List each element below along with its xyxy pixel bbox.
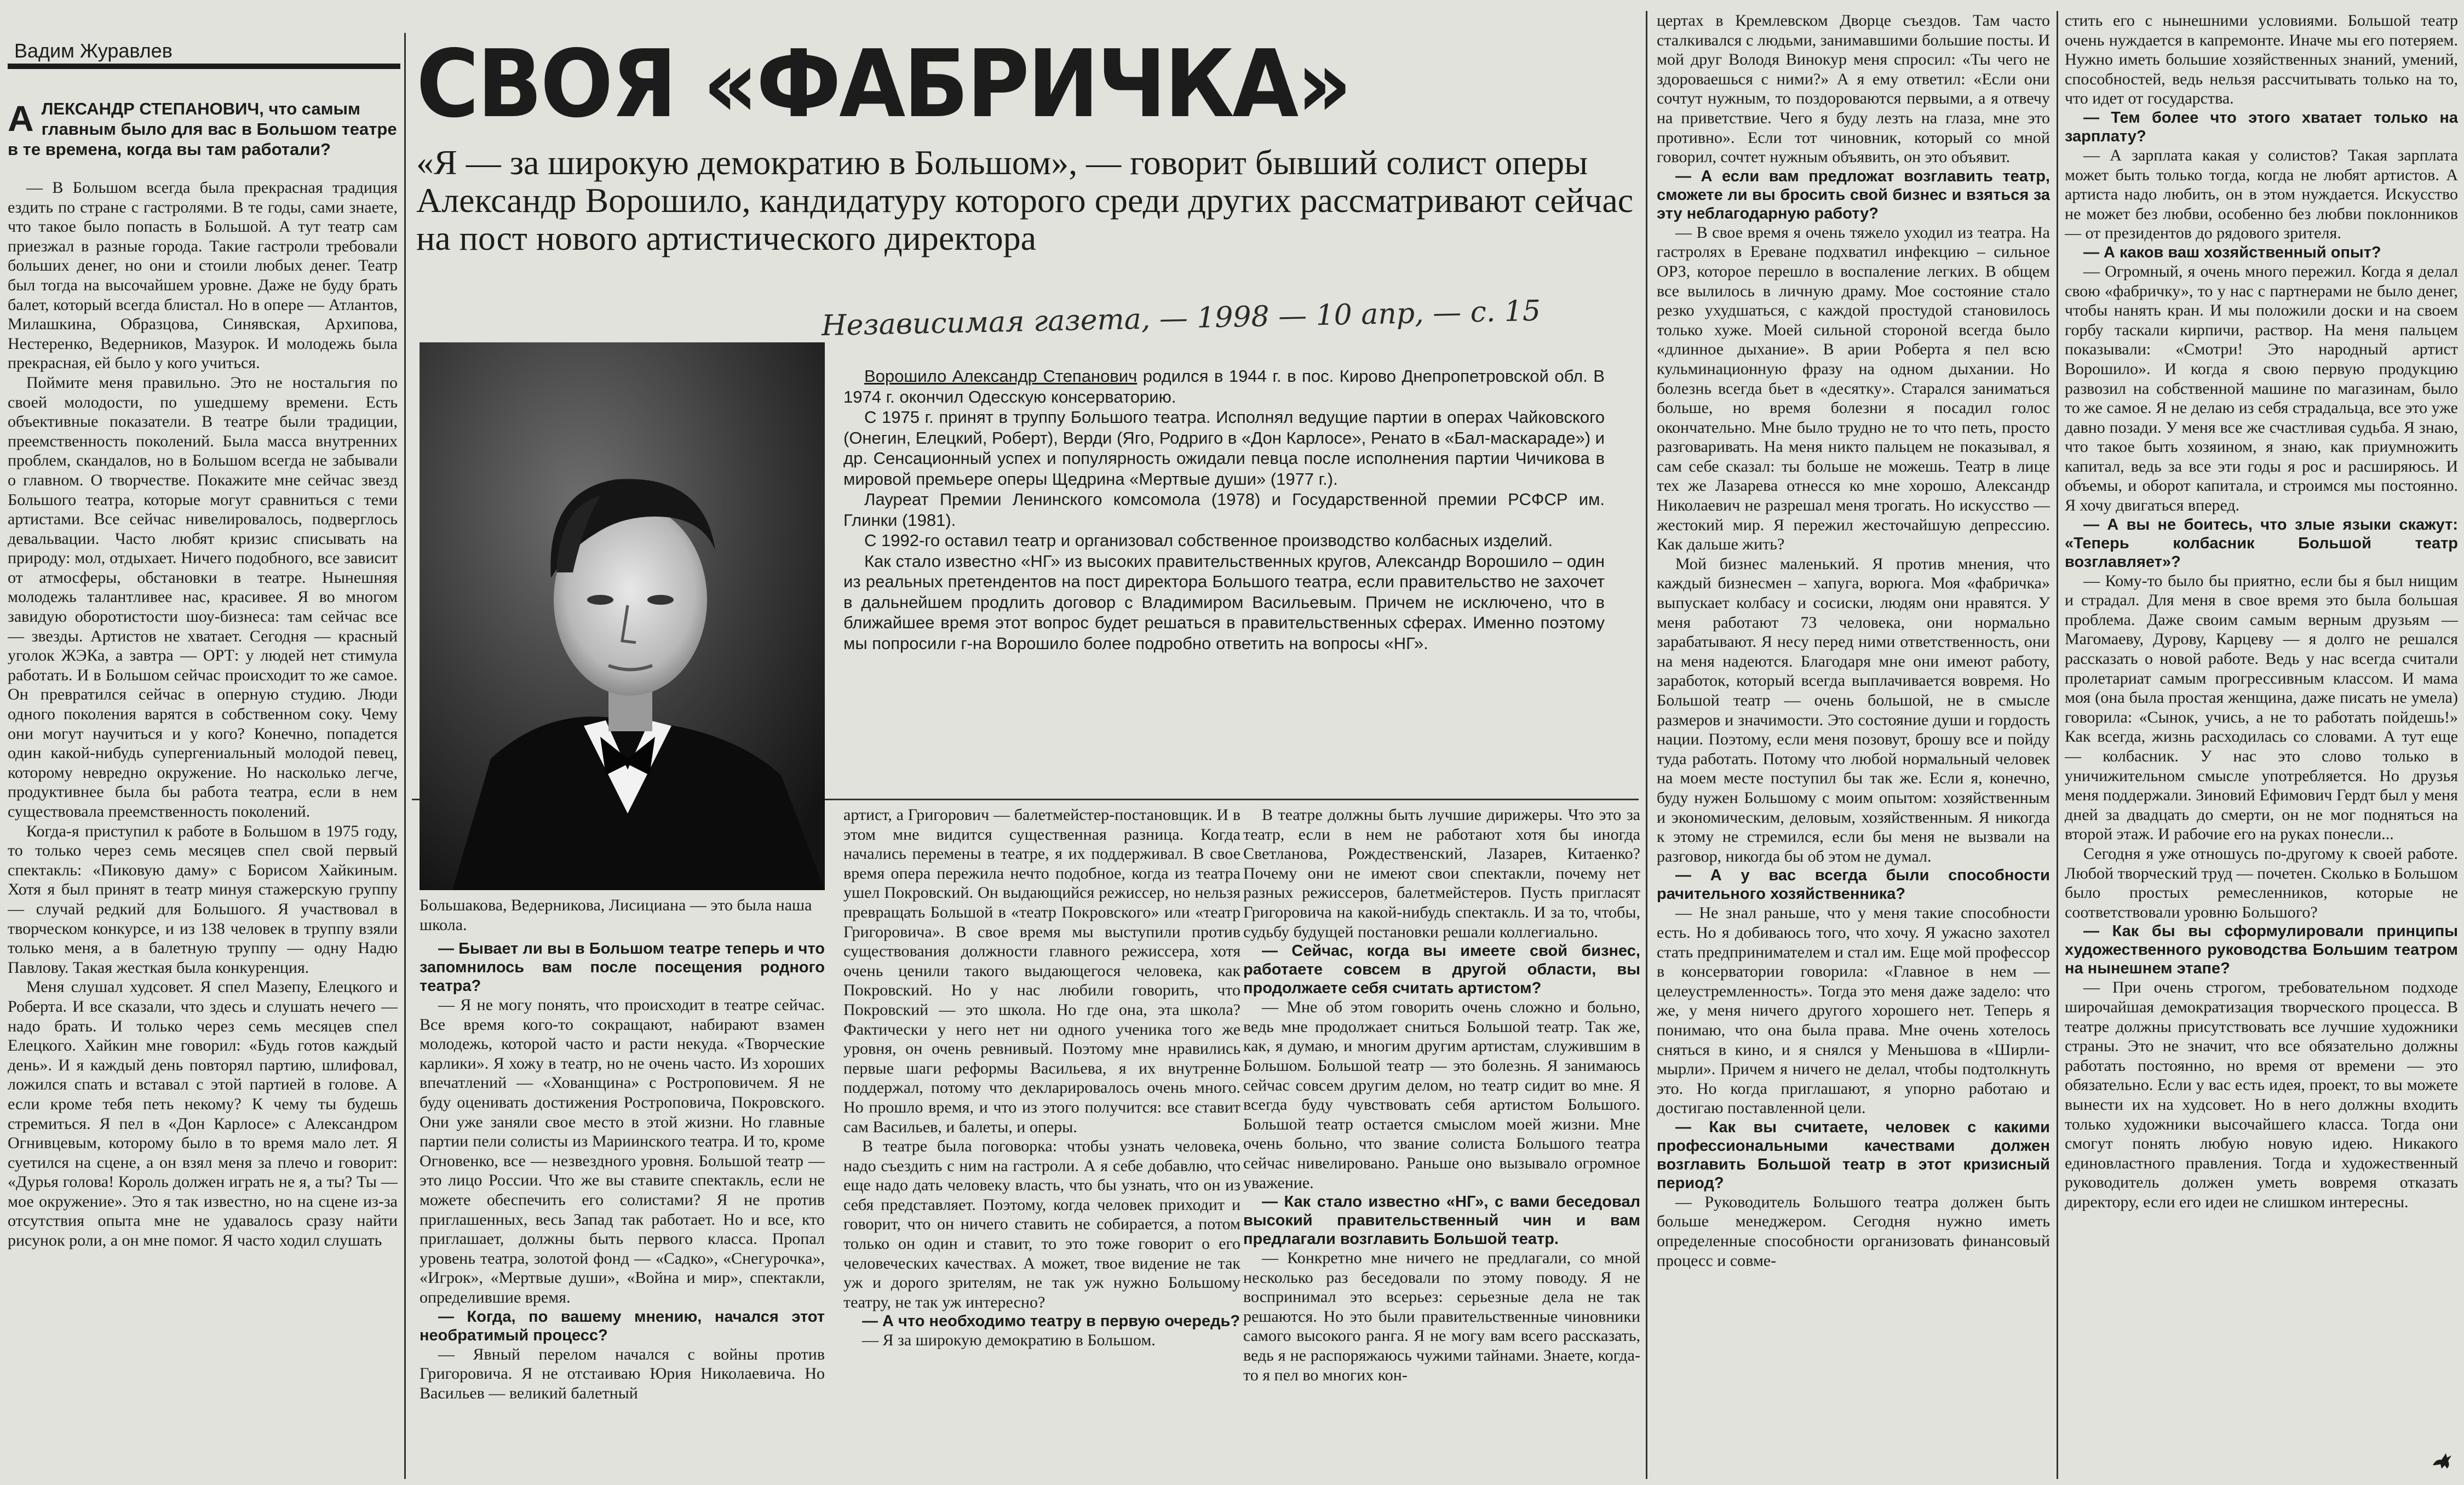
answer: Мой бизнес маленький. Я против мнения, что каждый бизнесмен – хапуга, ворюга. Моя «фабричка» выпускает колбасу и сосиски, людям они нравятся. У меня работают 73 человека, они нормально зарабатывают. Я несу перед ними ответственность, они на меня надеются. Благодаря мне они имеют работу, заработок, который всегда выплачивается вовремя. Но Большой театр — очень большой, не в смысле размеров и значимости. Это состояние души и гордость нации. Поэтому, если меня позовут, брошу все и пойду туда работать. Потому что любой нормальный человек на моем месте поступил бы так же. Если я, конечно, буду нужен Большому с моим опытом: хозяйственным и экономическим, деловым, хозяйственным. Я никогда к этому не стремился, если бы меня не вызвали на разговор, никогда бы об этом не думал. bbox=[1657, 554, 2050, 865]
question: — Как бы вы сформулировали принципы художественного руководства Большим театром на нынешнем этапе? bbox=[2065, 922, 2458, 978]
answer: — Кому-то было бы приятно, если бы я был нищим и страдал. Для меня в свое время это была большая проблема. Даже своим самым верным друзьям — Магомаеву, Дурову, Карцеву — я долго не решался рассказать о новой работе. Ведь у нас всегда считали пролетариат самым прогрессивным классом. И мама моя (она была простая женщина, даже писать не умела) говорила: «Сынок, учись, а не то работать пойдешь!» Как всегда, жизнь расходилась со словами. А тут еще — колбасник. У нас это слово только в уничижительном смысле употребляется. Но друзья меня поддержали. Зиновий Ефимович Гердт был у меня дней за двадцать до смерти, он не мог подняться на второй этаж. И рабочие его на руках понесли... bbox=[2065, 571, 2458, 844]
bio-paragraph: Лауреат Премии Ленинского комсомола (1978) и Государственной премии РСФСР им. Глинки (1981). bbox=[843, 490, 1605, 530]
question: — А у вас всегда были способности рачительного хозяйственника? bbox=[1657, 867, 2050, 903]
answer: — Не знал раньше, что у меня такие способности есть. Но я добиваюсь того, что хочу. Я ужасно захотел стать предпринимателем и стал им. Еще мой профессор в консерватории говорила: «Главное в нем — целеустремленность». Тогда это меня даже задело: что же, у меня ничего другого хорошего нет. Теперь я понимаю, что она была права. Мне очень хотелось сняться в кино, и я снялся у Меньшова в «Ширли-мырли». Причем я ничего не делал, чтобы подтолкнуть это. Но когда приглашают, я упорно работаю и достигаю поставленной цели. bbox=[1657, 904, 2050, 1117]
question: — Когда, по вашему мнению, начался этот необратимый процесс? bbox=[420, 1308, 825, 1344]
answer: — Конкретно мне ничего не предлагали, со мной несколько раз беседовали по этому поводу. Я не воспринимал это всерьез: серьезные дела не так решаются. Но это были правительственные чиновники самого высокого ранга. Я не могу вам всего рассказать, ведь я не распоряжаюсь чужими тайнами. Знаете, когда-то я пел во многих кон- bbox=[1243, 1249, 1640, 1384]
bio-paragraph: Как стало известно «НГ» из высоких правительственных кругов, Александр Ворошило – один из реальных претендентов на пост директора Большого театра, если правительство не захочет в дальнейшем продлить договор с Владимиром Васильевым. Причем не исключено, что в ближайшее время этот вопрос будет решаться в правительственных сферах. Именно поэтому мы попросили г-на Ворошило более подробно ответить на вопросы «НГ». bbox=[843, 551, 1605, 653]
paragraph: Меня слушал худсовет. Я спел Мазепу, Елецкого и Роберта. И все сказали, что здесь и слушать нечего — надо брать. И только через семь месяцев спел Елецкого. Хайкин мне говорил: «Будь готов каждый день». И я каждый день повторял партию, шлифовал, ложился спать и вставал с этой партией в голове. А если кроме тебя петь некому? К чему ты будешь стремиться. Я пел в «Дон Карлосе» с Александром Огнивцевым, которому было в то время мало лет. Я суетился на сцене, а он взял меня за плечо и говорит: «Дурья голова! Король должен играть не я, а ты? Ты — мое окружение». Это я так известно, но на сцене из-за отсутствия опыта мне не удавалось сразу найти рисунок роли, а он мне помог. Я часто ходил слушать bbox=[8, 978, 398, 1250]
answer: В театре должны быть лучшие дирижеры. Что это за театр, если в нем не работают хотя бы иногда Светланова, Рождественский, Лазарев, Китаенко? Почему они не имеют свои спектакли, почему нет разных режиссеров, балетмейстеров. Пусть пригласят Григоровича на какой-нибудь спектакль. И за то, чтобы, судьбу будущей постановки решали коллегиально. bbox=[1243, 806, 1640, 941]
question: — Тем более что этого хватает только на зарплату? bbox=[2065, 108, 2458, 145]
answer: — Я не могу понять, что происходит в театре сейчас. Все время кого-то сокращают, набирают взамен молодежь, которой часто и расти некуда. «Творческие карлики». Я хожу в театр, но не очень часто. Из хороших впечатлений — «Хованщина» с Ростроповичем. Я не буду оценивать достижения Ростроповича, Покровского. Они уже заняли свое место в этой жизни. Но главные партии пели солисты из Мариинского театра. И то, кроме Огновенко, все — незвездного уровня. Большой театр — это лицо России. Что же вы ставите спектакль, если не можете обеспечить его солистами? Я не против приглашенных, весь Запад так работает. Но и все, кто приглашает, должны быть первого класса. Пропал уровень театра, золотой фонд — «Садко», «Снегурочка», «Игрок», «Мертвые души», «Война и мир», спектакли, определившие время. bbox=[420, 996, 825, 1306]
answer: — А зарплата какая у солистов? Такая зарплата может быть только тогда, когда не любят артистов. А артиста надо любить, он в этом нуждается. Искусство не может без любви, особенно без любви поклонников — от президентов до рядового зрителя. bbox=[2065, 146, 2458, 243]
question: — Сейчас, когда вы имеете свой бизнес, работаете совсем в другой области, вы продолжаете себя считать артистом? bbox=[1243, 942, 1640, 997]
bio-paragraph bbox=[843, 366, 1605, 407]
column-rule bbox=[1646, 11, 1647, 1479]
drop-cap: А bbox=[8, 98, 34, 139]
question: — А вы не боитесь, что злые языки скажут: «Теперь колбасник Большой театр возглавляет»? bbox=[2065, 515, 2458, 571]
answer: — В свое время я очень тяжело уходил из театра. На гастролях в Ереване подхватил инфекцию – сильное ОРЗ, которое перешло в воспаление легких. В общем все вылилось в личную драму. Мое состояние стало резко ухудшаться, с каждой простудой становилось только хуже. Моей сильной стороной всегда было «длинное дыхание». В арии Роберта я пел всю кульминационную фразу на одном дыхании. Но болезнь всегда бьет в «десятку». Старался заниматься больше, но время болезни я посадил голос окончательно. Мне было трудно не то что петь, просто разговаривать. На меня никто пальцем не показывал, я сам себе сказал: ты больше не можешь. Театр в лице тех же Лазарева отнесся ко мне хорошо, Александр Николаевич не разрешал меня трогать. Но искусство — жестокий мир. Я пережил жесточайшую депрессию. Как дальше жить? bbox=[1657, 223, 2050, 554]
photo-caption-column bbox=[420, 896, 825, 935]
question: — Как стало известно «НГ», с вами беседовал высокий правительственный чин и вам предлагали возглавить Большой театр. bbox=[1243, 1193, 1640, 1248]
column-4 bbox=[1243, 805, 1640, 1479]
bio-paragraph: С 1992-го оставил театр и организовал собственное производство колбасных изделий. bbox=[864, 531, 1553, 550]
answer: цертах в Кремлевском Дворце съездов. Там часто сталкивался с людьми, занимавшими большие посты. И мой друг Володя Винокур меня спросил: «Ты чего не здороваешься с ними?» А я ему ответил: «Если они сочтут нужным, то поздороваются первыми, а я отвечу на приветствие. Чего я буду лезть на глаза, мне это противно». Если тот чиновник, который со мной говорил, сочтет нужным объявить, он это объявит. bbox=[1657, 12, 2050, 167]
column-3 bbox=[843, 805, 1240, 1479]
column-6 bbox=[2065, 11, 2458, 1446]
lead-question-text: ЛЕКСАНДР СТЕПАНОВИЧ, что самым главным было для вас в Большом театре в те времена, когда вы там работали? bbox=[8, 99, 397, 159]
answer: артист, а Григорович — балетмейстер-постановщик. И в этом мне видится существенная разница. Когда начались перемены в театре, я их поддерживал. В свое время опера пережила нечто подобное, когда из театра ушел Покровский. Он выдающийся режиссер, но нельзя превращать Большой в «театр Покровского» или «театр Григоровича». В свое время мы выступили против существования должности главного режиссера, хотя очень ценили такого выдающегося человека, как Покровский. Но у нас любили говорить, что Покровский — это школа. Но где она, эта школа? Фактически у него нет ни одного ученика того же уровня, он очень ревнивый. Поэтому мне нравились первые шаги реформы Васильева, я их внутренне поддержал, потому что декларировалось очень много. Но прошло время, и что из этого получится: все ставит сам Васильев, и балеты, и оперы. bbox=[843, 806, 1240, 1136]
answer: Сегодня я уже отношусь по-другому к своей работе. Любой творческий труд — почетен. Сколько в Большом было простых ремесленников, которые не соответствовали уровню Большого? bbox=[2065, 844, 2458, 921]
paragraph: — В Большом всегда была прекрасная традиция ездить по стране с гастролями. В те годы, сами знаете, что такое было попасть в Большой. А тут театр сам приезжал в разные города. Такие гастроли требовали больших денег, но они и стоили любых денег. Театр был тогда на высочайшем уровне. Даже не буду брать балет, который всегда блистал. Но в опере — Атлантов, Милашкина, Образцова, Синявская, Архипова, Нестеренко, Ведерников, Мазурок. И молодежь была прекрасная, ей было у кого учиться. bbox=[8, 179, 398, 372]
headline: СВОЯ «ФАБРИЧКА» bbox=[416, 30, 1350, 139]
bio-text: родился в 1944 г. в пос. Кирово Днепропетровской обл. В 1974 г. окончил Одесскую консерваторию. bbox=[843, 366, 1605, 406]
bio-name: Ворошило Александр Степанович bbox=[864, 366, 1138, 386]
question: — А что необходимо театру в первую очередь? bbox=[862, 1312, 1240, 1331]
column-1 bbox=[8, 178, 398, 1476]
portrait-photo bbox=[420, 342, 825, 890]
answer: — Я за широкую демократию в Большом. bbox=[862, 1331, 1156, 1350]
column-rule bbox=[404, 33, 406, 1479]
deck: «Я — за широкую демократию в Большом», — говорит бывший солист оперы Александр Ворошило, кандидатуру которого среди других рассматривают сейчас на пост нового артистического директора bbox=[416, 143, 1634, 257]
photo-caption: Большакова, Ведерникова, Лисициана — это была наша школа. bbox=[420, 896, 812, 934]
answer: — Огромный, я очень много пережил. Когда я делал свою «фабричку», то у нас с партнерами не было денег, чтобы нанять кран. И мы положили доски и на своем горбу таскали кирпичи, раствор. На меня пальцем показывали: «Смотри! Это народный артист Ворошило». И когда я свою первую продукцию развозил на собственной машине по магазинам, было то же самое. Я не делаю из себя страдальца, все это уже давно позади. У меня все же счастливая судьба. Я знаю, что такое быть хозяином, я знаю, как приумножить капитал, ведь за все эти годы я рос и расширяюсь. И объемы, и оборот капитала, и строимся мы постоянно. Я хочу двигаться вперед. bbox=[2065, 262, 2458, 515]
answer: — При очень строгом, требовательном подходе широчайшая демократизация творческого процесса. В театре должны присутствовать все лучшие художники страны. Это не значит, что все обязательно должны работать постоянно, но время от времени — это обязательно. Если у вас есть идея, проект, то вы можете вынести их на худсовет. Но в него должны входить только художники высочайшего класса. Тогда они смогут понять любую новую идею. Никакого единовластного правления. Тогда и художественный руководитель должен уметь вовремя отказать директору, если его идеи не слишком интересны. bbox=[2065, 978, 2458, 1211]
question: — Как вы считаете, человек с какими профессиональными качествами должен возглавить Большой театр в этот кризисный период? bbox=[1657, 1118, 2050, 1192]
handwritten-note: Независимая газета, — 1998 — 10 апр, — с. 15 bbox=[821, 294, 1541, 343]
biography-box bbox=[843, 366, 1605, 653]
paragraph: Поймите меня правильно. Это не ностальгия по своей молодости, по ушедшему времени. Есть объективные показатели. В театре были традиции, преемственность поколений. Была масса внутренних проблем, скандалов, но в Большом всегда не забывали о главном. О творчестве. Покажите мне сейчас звезд Большого театра, которые могут сравниться с теми артистами. Все сейчас нивелировалось, подверглось девальвации. Часто любят кризис списывать на природу: мол, отдыхает. Ничего подобного, все зависит от атмосферы, обстановки в театре. Нынешняя молодежь талантливее нас, красивее. Я во многом завидую оборотистости шоу-бизнеса: там сейчас все — звезды. Артистов не хватает. Сегодня — красный уголок ЖЭКа, а завтра — ОРТ: у людей нет стимула работать. И в Большом сейчас происходит то же самое. Он превратился сейчас в оперную студию. Люди одного поколения варятся в собственном соку. Чему они могут научиться и у кого? Конечно, попадется один какой-нибудь супергениальный молодой певец, которому невредно окружение. Но насколько легче, продуктивнее была бы работа театра, если в нем существовала преемственность поколений. bbox=[8, 373, 398, 821]
byline: Вадим Журавлев bbox=[8, 38, 400, 69]
answer: — Явный перелом начался с войны против Григоровича. Я не отстаиваю Юрия Николаевича. Но Васильев — великий балетный bbox=[420, 1345, 825, 1402]
lead-question bbox=[8, 99, 398, 159]
column-5 bbox=[1657, 11, 2050, 1479]
answer: В театре была поговорка: чтобы узнать человека, надо съездить с ним на гастроли. А я себе добавлю, что еще надо дать человеку власть, что бы узнать, что он из себя представляет. Поэтому, когда человек приходит и говорит, что он ничего ставить не собирается, а потом только он один и ставит, то это тоже говорит о его человеческих качествах. А может, твое видение не так уж и дорого зрителям, не так уж нужно Большому театру, не так уж интересно? bbox=[843, 1137, 1240, 1311]
portrait-photo-drawing bbox=[420, 342, 825, 890]
question: — Бывает ли вы в Большом театре теперь и что запомнилось вам после посещения родного театра? bbox=[420, 940, 825, 995]
answer: стить его с нынешними условиями. Большой театр очень нуждается в капремонте. Иначе мы его потеряем. Нужно иметь большие хозяйственных знаний, умений, способностей, ведь нельзя рассчитывать только на то, что идет от государства. bbox=[2065, 12, 2458, 108]
answer: — Руководитель Большого театра должен быть больше менеджером. Сегодня нужно иметь определенные способности организовать финансовый процесс и совме- bbox=[1657, 1192, 2050, 1270]
column-2 bbox=[420, 939, 825, 1479]
column-rule bbox=[2057, 11, 2058, 1479]
bio-paragraph: С 1975 г. принят в труппу Большого театра. Исполнял ведущие партии в операх Чайковского (Онегин, Елецкий, Роберт), Верди (Яго, Родриго в «Дон Карлосе», Ренато в «Бал-маскараде») и др. Сенсационный успех и популярность ожидали певца после исполнения партии Чичикова в мировой премьере оперы Щедрина «Мертвые души» (1977 г.). bbox=[843, 408, 1605, 489]
answer: — Мне об этом говорить очень сложно и больно, ведь мне продолжает сниться Большой театр. Так же, как, я думаю, и многим другим артистам, служившим в Большом. Большой театр — это болезнь. Я занимаюсь сейчас совсем другим делом, но театр сидит во мне. Я всегда буду чувствовать себя артистом Большого. Большой театр остается смыслом моей жизни. Мне очень больно, что звание солиста Большого театра сейчас нивелировано. Раньше оно вызывало огромное уважение. bbox=[1243, 998, 1640, 1192]
pegasus-logo-icon bbox=[2431, 1449, 2454, 1472]
paragraph: Когда-я приступил к работе в Большом в 1975 году, то только через семь месяцев спел свой первый спектакль: «Пиковую даму» с Борисом Хайкиным. Хотя я был принят в театр минуя стажерскую группу — случай редкий для Большого. Я участвовал в творческом конкурсе, и из 138 человек в труппу взяли только меня, а в балетную труппу — одну Надю Павлову. Такая жесткая была конкуренция. bbox=[8, 822, 398, 977]
question: — А если вам предложат возглавить театр, сможете ли вы бросить свой бизнес и взяться за эту неблагодарную работу? bbox=[1657, 167, 2050, 222]
question: — А каков ваш хозяйственный опыт? bbox=[2083, 243, 2381, 261]
